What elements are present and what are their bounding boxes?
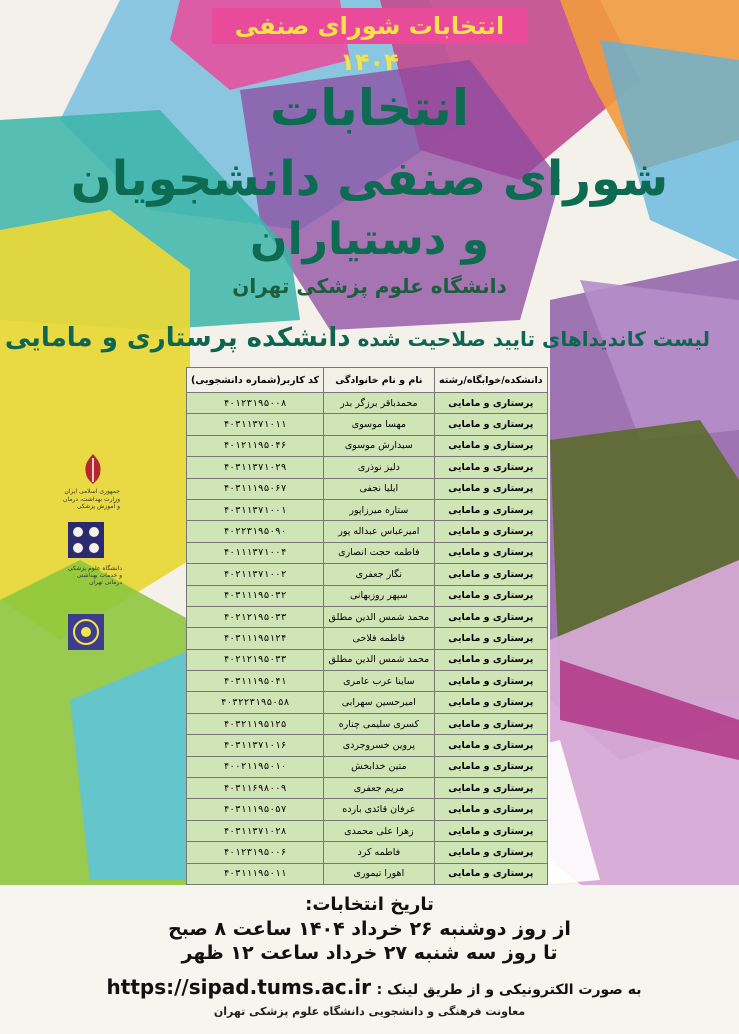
department-footer: معاونت فرهنگی و دانشجویی دانشگاه علوم پزشکی تهران	[213, 1005, 526, 1018]
cell-faculty: پرستاری و مامایی	[434, 820, 547, 841]
cell-code: ۴۰۳۱۱۳۷۱۰۱۱	[187, 414, 324, 435]
link-line	[40, 975, 700, 999]
cell-name: سپهر روزبهانی	[324, 585, 435, 606]
cell-name: مهسا موسوی	[324, 414, 435, 435]
cell-faculty: پرستاری و مامایی	[434, 478, 547, 499]
table-row	[187, 457, 548, 478]
cell-code: ۴۰۱۲۳۱۹۵۰۰۶	[187, 842, 324, 863]
cell-code: ۴۰۲۱۲۱۹۵۰۳۳	[187, 649, 324, 670]
cell-code: ۴۰۱۲۱۱۹۵۰۴۶	[187, 435, 324, 456]
cell-code: ۴۰۳۱۱۶۹۸۰۰۹	[187, 778, 324, 799]
cell-faculty: پرستاری و مامایی	[434, 799, 547, 820]
table-row	[187, 393, 548, 414]
cell-code: ۴۰۳۱۱۳۷۱۰۲۹	[187, 457, 324, 478]
cell-name: فاطمه کرد	[324, 842, 435, 863]
cell-code: ۴۰۳۱۱۳۷۱۰۱۶	[187, 735, 324, 756]
list-title	[4, 318, 710, 358]
election-dates	[0, 893, 739, 965]
cell-code: ۴۰۳۲۱۱۹۵۱۲۵	[187, 713, 324, 734]
date-from: از روز دوشنبه ۲۶ خرداد ۱۴۰۴ ساعت ۸ صبح	[168, 918, 571, 940]
cell-code: ۴۰۳۱۱۳۷۱۰۰۱	[187, 499, 324, 520]
university-logo-label: دانشگاه علوم پزشکی و خدمات بهداشتی درمانی تهران	[67, 565, 122, 586]
table-row	[187, 671, 548, 692]
table-row	[187, 521, 548, 542]
university-logo-icon	[66, 520, 106, 560]
cell-faculty: پرستاری و مامایی	[434, 692, 547, 713]
cell-code: ۴۰۱۲۳۱۹۵۰۰۸	[187, 393, 324, 414]
table-row	[187, 435, 548, 456]
candidate-table	[186, 367, 548, 885]
cell-code: ۴۰۰۲۱۱۹۵۰۱۰	[187, 756, 324, 777]
cell-name: ساینا عرب عامری	[324, 671, 435, 692]
cell-code: ۴۰۲۲۳۱۹۵۰۹۰	[187, 521, 324, 542]
table-row	[187, 542, 548, 563]
title-line-1: انتخابات	[270, 79, 469, 137]
cell-faculty: پرستاری و مامایی	[434, 649, 547, 670]
cell-name: عرفان قائدی بارده	[324, 799, 435, 820]
table-row	[187, 692, 548, 713]
table-body	[187, 393, 548, 885]
dates-title: تاریخ انتخابات:	[305, 894, 434, 915]
table-row	[187, 628, 548, 649]
university-name: دانشگاه علوم پزشکی تهران	[232, 274, 507, 298]
header-banner	[212, 8, 527, 76]
cell-faculty: پرستاری و مامایی	[434, 778, 547, 799]
cell-faculty: پرستاری و مامایی	[434, 414, 547, 435]
cell-name: امیرعباس عبداله پور	[324, 521, 435, 542]
table-row	[187, 606, 548, 627]
cell-faculty: پرستاری و مامایی	[434, 457, 547, 478]
tums-logo-icon	[66, 612, 106, 652]
cell-faculty: پرستاری و مامایی	[434, 842, 547, 863]
table-header-row	[187, 368, 548, 393]
cell-faculty: پرستاری و مامایی	[434, 735, 547, 756]
cell-code: ۴۰۳۱۱۱۹۵۰۱۱	[187, 863, 324, 884]
table-row	[187, 756, 548, 777]
cell-faculty: پرستاری و مامایی	[434, 671, 547, 692]
cell-faculty: پرستاری و مامایی	[434, 393, 547, 414]
republic-label: جمهوری اسلامی ایران	[64, 488, 120, 495]
cell-faculty: پرستاری و مامایی	[434, 863, 547, 884]
cell-name: متین خدابخش	[324, 756, 435, 777]
header-code: کد کاربر(شماره دانشجویی)	[187, 368, 324, 393]
cell-faculty: پرستاری و مامایی	[434, 585, 547, 606]
election-url-link[interactable]: https://sipad.tums.ac.ir	[106, 975, 372, 999]
table-row	[187, 735, 548, 756]
table-row	[187, 778, 548, 799]
cell-faculty: پرستاری و مامایی	[434, 564, 547, 585]
list-title-faculty: دانشکده پرستاری و مامایی	[4, 323, 351, 353]
cell-name: محمد شمس الدین مطلق	[324, 649, 435, 670]
cell-faculty: پرستاری و مامایی	[434, 499, 547, 520]
table-row	[187, 842, 548, 863]
iran-emblem-icon	[78, 452, 108, 486]
cell-code: ۴۰۳۱۱۱۹۵۰۳۲	[187, 585, 324, 606]
cell-name: پروین خسروجردی	[324, 735, 435, 756]
table-row	[187, 585, 548, 606]
cell-faculty: پرستاری و مامایی	[434, 606, 547, 627]
table-row	[187, 649, 548, 670]
cell-code: ۴۰۳۱۱۳۷۱۰۲۸	[187, 820, 324, 841]
header-faculty: دانشکده/خوابگاه/رشته	[434, 368, 547, 393]
table-row	[187, 799, 548, 820]
cell-name: اهورا تیموری	[324, 863, 435, 884]
cell-faculty: پرستاری و مامایی	[434, 542, 547, 563]
table-row	[187, 414, 548, 435]
cell-faculty: پرستاری و مامایی	[434, 628, 547, 649]
cell-name: نگار جعفری	[324, 564, 435, 585]
table-row	[187, 499, 548, 520]
cell-name: امیرحسین سهرابی	[324, 692, 435, 713]
cell-name: زهرا علی محمدی	[324, 820, 435, 841]
cell-name: فاطمه فلاحی	[324, 628, 435, 649]
cell-faculty: پرستاری و مامایی	[434, 521, 547, 542]
cell-faculty: پرستاری و مامایی	[434, 756, 547, 777]
title-line-3: و دستیاران	[250, 214, 489, 265]
link-text: به صورت الکترونیکی و از طریق لینک :	[376, 982, 642, 998]
date-to: تا روز سه شنبه ۲۷ خرداد ساعت ۱۲ ظهر	[181, 942, 558, 964]
cell-name: سیدارش موسوی	[324, 435, 435, 456]
cell-code: ۴۰۲۱۲۱۹۵۰۳۳	[187, 606, 324, 627]
table-row	[187, 863, 548, 884]
cell-name: ایلیا نجفی	[324, 478, 435, 499]
list-title-prefix: لیست کاندیداهای تایید صلاحیت شده	[357, 327, 710, 351]
cell-name: محمد شمس الدین مطلق	[324, 606, 435, 627]
cell-name: ستاره میرزاپور	[324, 499, 435, 520]
table-row	[187, 478, 548, 499]
cell-code: ۴۰۳۱۱۱۹۵۰۵۷	[187, 799, 324, 820]
banner-text: انتخابات شورای صنفی ۱۴۰۴	[234, 12, 505, 76]
cell-code: ۴۰۲۱۱۳۷۱۰۰۲	[187, 564, 324, 585]
cell-code: ۴۰۳۱۱۱۹۵۰۴۱	[187, 671, 324, 692]
ministry-label: وزارت بهداشت، درمان و آموزش پزشکی	[63, 496, 120, 510]
cell-faculty: پرستاری و مامایی	[434, 435, 547, 456]
cell-name: دلیز نوذری	[324, 457, 435, 478]
table-row	[187, 820, 548, 841]
cell-name: محمدباقر برزگر بدر	[324, 393, 435, 414]
table-row	[187, 564, 548, 585]
title-line-2: شورای صنفی دانشجویان	[70, 151, 669, 207]
cell-faculty: پرستاری و مامایی	[434, 713, 547, 734]
table-row	[187, 713, 548, 734]
cell-name: مریم جعفری	[324, 778, 435, 799]
cell-code: ۴۰۱۱۱۳۷۱۰۰۴	[187, 542, 324, 563]
cell-name: کسری سلیمی چناره	[324, 713, 435, 734]
cell-code: ۴۰۳۱۱۱۹۵۰۶۷	[187, 478, 324, 499]
cell-name: فاطمه حجت انصاری	[324, 542, 435, 563]
cell-code: ۴۰۳۱۱۱۹۵۱۲۴	[187, 628, 324, 649]
header-name: نام و نام خانوادگی	[324, 368, 435, 393]
cell-code: ۴۰۳۲۲۳۱۹۵۰۵۸	[187, 692, 324, 713]
